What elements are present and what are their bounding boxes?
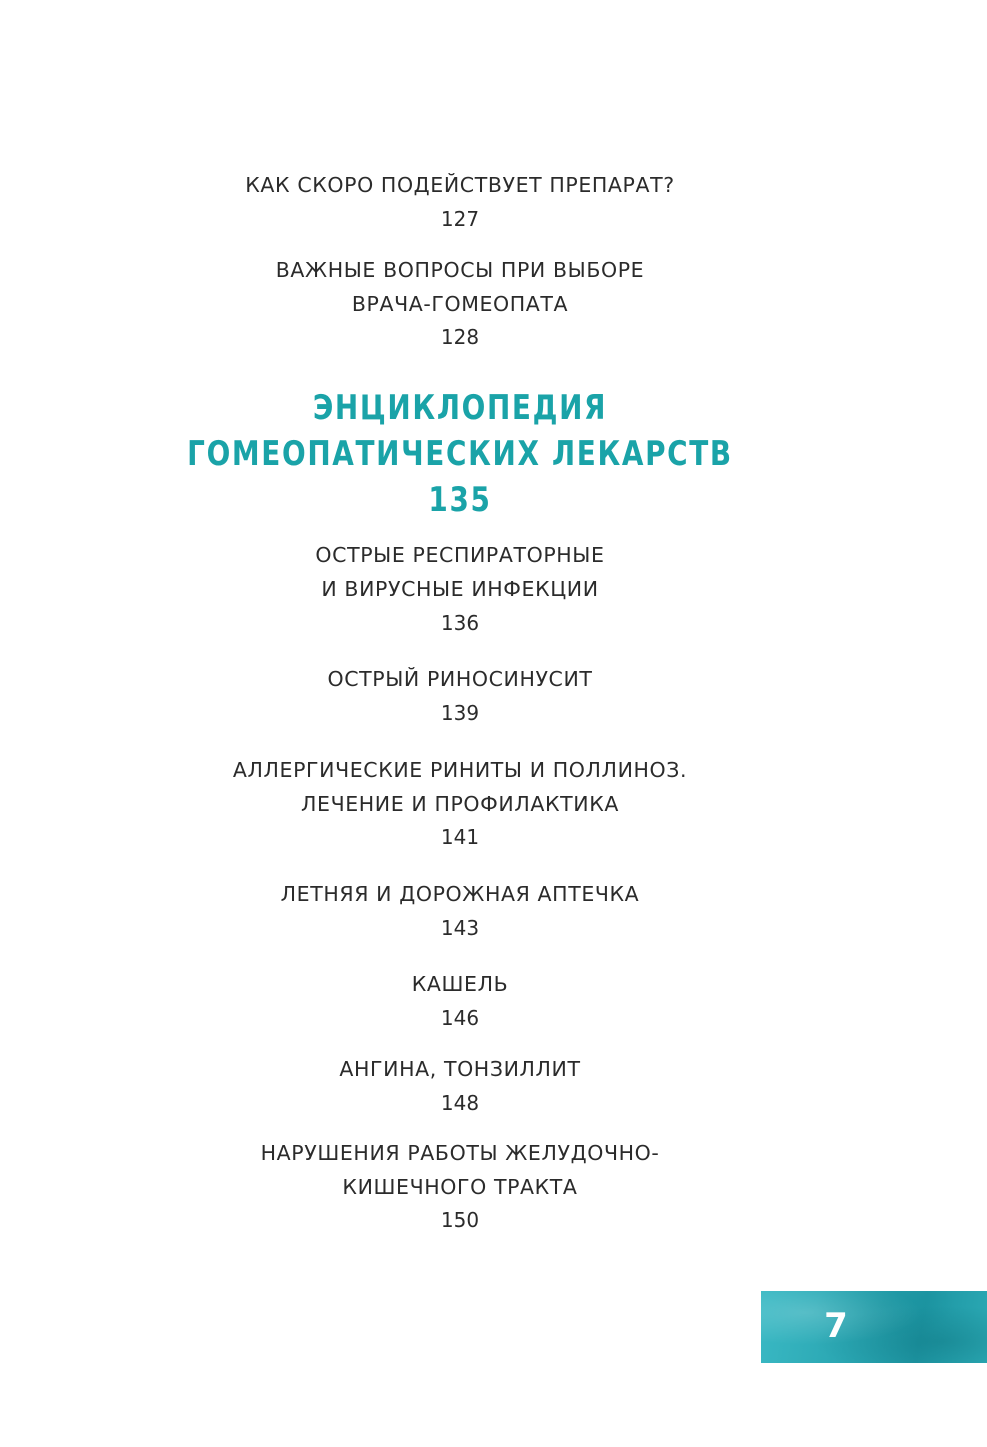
toc-entry-page: 143 (440, 916, 480, 940)
toc-entry-page: 127 (440, 207, 480, 231)
toc-entry-title: КАШЕЛЬ (411, 972, 509, 996)
toc-entry-title: КАК СКОРО ПОДЕЙСТВУЕТ ПРЕПАРАТ? (245, 173, 675, 197)
section-title: ГОМЕОПАТИЧЕСКИХ ЛЕКАРСТВ (187, 434, 733, 474)
page-number-tab (761, 1291, 987, 1363)
toc-entry-title: НАРУШЕНИЯ РАБОТЫ ЖЕЛУДОЧНО- (260, 1141, 660, 1165)
toc-entry-page: 141 (440, 825, 480, 849)
toc-entry-title: ЛЕТНЯЯ И ДОРОЖНАЯ АПТЕЧКА (280, 882, 640, 906)
toc-entry-title: И ВИРУСНЫЕ ИНФЕКЦИИ (321, 577, 599, 601)
toc-entry-title: ОСТРЫЕ РЕСПИРАТОРНЫЕ (315, 543, 605, 567)
section-page: 135 (428, 480, 492, 520)
toc-entry-page: 148 (440, 1091, 480, 1115)
toc-entry-page: 128 (440, 325, 480, 349)
toc-entry-page: 139 (440, 701, 480, 725)
toc-entry-title: АЛЛЕРГИЧЕСКИЕ РИНИТЫ И ПОЛЛИНОЗ. (232, 758, 688, 782)
toc-entry-page: 146 (440, 1006, 480, 1030)
toc-entry-page: 150 (440, 1208, 480, 1232)
toc-entry-page: 136 (440, 611, 480, 635)
toc-entry-title: ВАЖНЫЕ ВОПРОСЫ ПРИ ВЫБОРЕ (275, 258, 645, 282)
toc-entry-title: ЛЕЧЕНИЕ И ПРОФИЛАКТИКА (301, 792, 619, 816)
page-number: 7 (824, 1306, 848, 1346)
toc-entry-title: КИШЕЧНОГО ТРАКТА (342, 1175, 578, 1199)
section-title: ЭНЦИКЛОПЕДИЯ (312, 388, 608, 428)
toc-entry-title: АНГИНА, ТОНЗИЛЛИТ (339, 1057, 581, 1081)
toc-entry-title: ВРАЧА-ГОМЕОПАТА (351, 292, 569, 316)
toc-entry-title: ОСТРЫЙ РИНОСИНУСИТ (327, 667, 593, 691)
